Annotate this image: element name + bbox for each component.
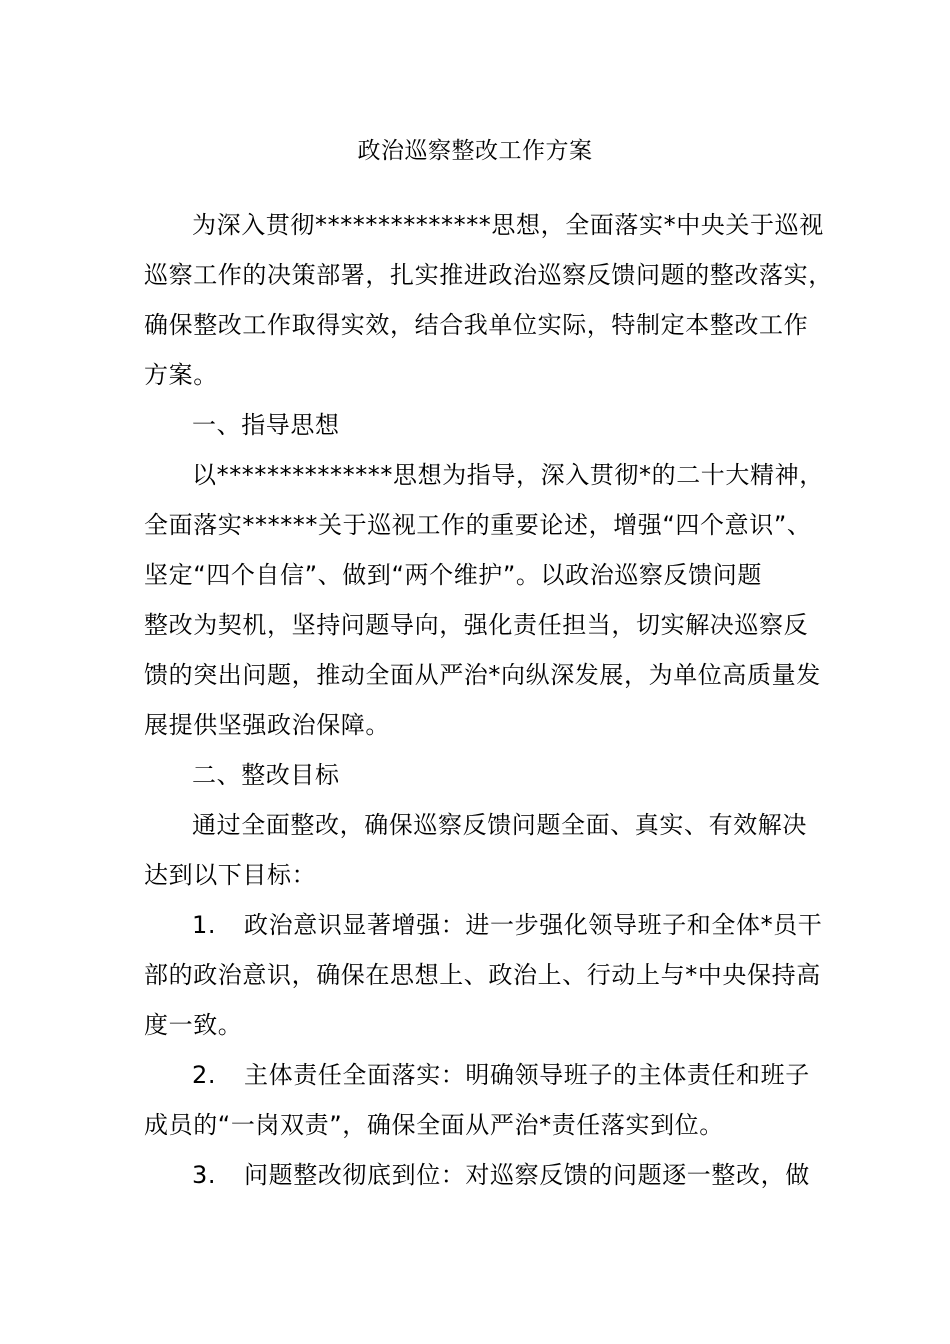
paragraph-line: 为深入贯彻**************思想，全面落实*中央关于巡视 — [192, 211, 824, 239]
paragraph-line: 坚定“四个自信”、做到“两个维护”。以政治巡察反馈问题 — [144, 561, 762, 589]
list-item-3 — [192, 1155, 810, 1195]
paragraph-line: 展提供坚强政治保障。 — [144, 711, 390, 739]
list-item-text: 政治意识显著增强：进一步强化领导班子和全体*员干 — [244, 911, 823, 939]
list-number: 2. — [192, 1061, 217, 1089]
paragraph-line: 确保整改工作取得实效，结合我单位实际，特制定本整改工作 — [144, 311, 809, 339]
list-number: 1. — [192, 911, 217, 939]
document-title: 政治巡察整改工作方案 — [357, 138, 593, 164]
paragraph-line: 成员的“一岗双责”，确保全面从严治*责任落实到位。 — [144, 1111, 724, 1139]
list-item-text: 主体责任全面落实：明确领导班子的主体责任和班子 — [244, 1061, 810, 1089]
list-item-text: 问题整改彻底到位：对巡察反馈的问题逐一整改，做 — [244, 1161, 810, 1189]
paragraph-line: 巡察工作的决策部署，扎实推进政治巡察反馈问题的整改落实， — [144, 261, 833, 289]
paragraph-line: 全面落实******关于巡视工作的重要论述，增强“四个意识”、 — [144, 511, 812, 539]
list-item-2 — [192, 1055, 810, 1095]
paragraph-line: 馈的突出问题，推动全面从严治*向纵深发展，为单位高质量发 — [144, 661, 821, 689]
paragraph-line: 部的政治意识，确保在思想上、政治上、行动上与*中央保持高 — [144, 961, 821, 989]
paragraph-line: 通过全面整改，确保巡察反馈问题全面、真实、有效解决 — [192, 811, 807, 839]
paragraph-line: 方案。 — [144, 361, 218, 389]
paragraph-line: 以**************思想为指导，深入贯彻*的二十大精神， — [192, 461, 824, 489]
list-item-1 — [192, 905, 822, 945]
paragraph-line: 达到以下目标： — [144, 861, 317, 889]
section-heading-rectification-goals: 二、整改目标 — [192, 761, 340, 789]
paragraph-line: 度一致。 — [144, 1011, 243, 1039]
list-number: 3. — [192, 1161, 217, 1189]
section-heading-guiding-thought: 一、指导思想 — [192, 411, 340, 439]
paragraph-line: 整改为契机，坚持问题导向，强化责任担当，切实解决巡察反 — [144, 611, 809, 639]
